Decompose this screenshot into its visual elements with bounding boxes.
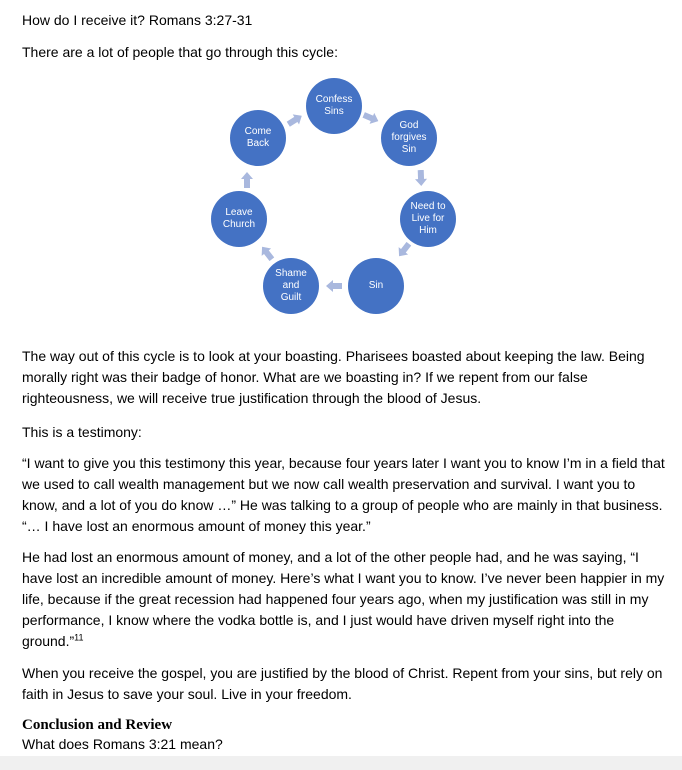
boasting-paragraph: The way out of this cycle is to look at your boasting. Pharisees boasted about keeping the law. Being morally right was their badge of honor. What are we boasting in? If we repent from our false righteousness, we will receive true justification through the blood of Jesus. bbox=[22, 348, 645, 406]
intro-line: There are a lot of people that go through this cycle: bbox=[22, 44, 338, 60]
cycle-arrow-icon bbox=[361, 109, 380, 126]
question-line: How do I receive it? Romans 3:27-31 bbox=[22, 12, 253, 28]
node-come-back: Come Back bbox=[230, 110, 286, 166]
node-leave-church: Leave Church bbox=[211, 191, 267, 247]
quote-paragraph: “I want to give you this testimony this year, because four years later I want you to know I’m in a field that we used to call wealth management but we now call wealth preservation and survival. I want you to know, and a lot of you do know …” He was talking to a group of people who are mainly in that business. “… I have lost an enormous amount of money this year.” bbox=[22, 455, 665, 534]
cycle-arrow-icon bbox=[257, 243, 276, 263]
cycle-arrow-icon bbox=[285, 111, 305, 130]
bottom-strip bbox=[0, 756, 682, 770]
cycle-arrow-icon bbox=[326, 280, 342, 292]
node-need-to-live: Need to Live for Him bbox=[400, 191, 456, 247]
cycle-diagram bbox=[205, 78, 450, 318]
money-paragraph bbox=[22, 547, 672, 652]
money-paragraph-text: He had lost an enormous amount of money, and a lot of the other people had, and he was saying, “I have lost an incredible amount of money. Here’s what I want you to know. I’ve never been happier in my life, because if the great recession had happened four years ago, when my justification was still in my performance, I know where the vodka bottle is, and I just would have driven myself right into the ground.” bbox=[22, 549, 665, 649]
conclusion-heading: Conclusion and Review bbox=[22, 717, 173, 733]
node-sin: Sin bbox=[348, 258, 404, 314]
cycle-arrow-icon bbox=[394, 240, 413, 260]
footnote-reference[interactable]: 11 bbox=[74, 632, 84, 643]
node-shame-and-guilt: Shame and Guilt bbox=[263, 258, 319, 314]
gospel-paragraph: When you receive the gospel, you are justified by the blood of Christ. Repent from your sins, but rely on faith in Jesus to save your soul. Live in your freedom. bbox=[22, 665, 663, 702]
node-god-forgives-sin: God forgives Sin bbox=[381, 110, 437, 166]
testimony-intro: This is a testimony: bbox=[22, 424, 142, 440]
node-confess-sins: Confess Sins bbox=[306, 78, 362, 134]
cycle-arrow-icon bbox=[415, 170, 428, 186]
cycle-arrow-icon bbox=[241, 172, 253, 188]
final-question: What does Romans 3:21 mean? bbox=[22, 736, 223, 752]
